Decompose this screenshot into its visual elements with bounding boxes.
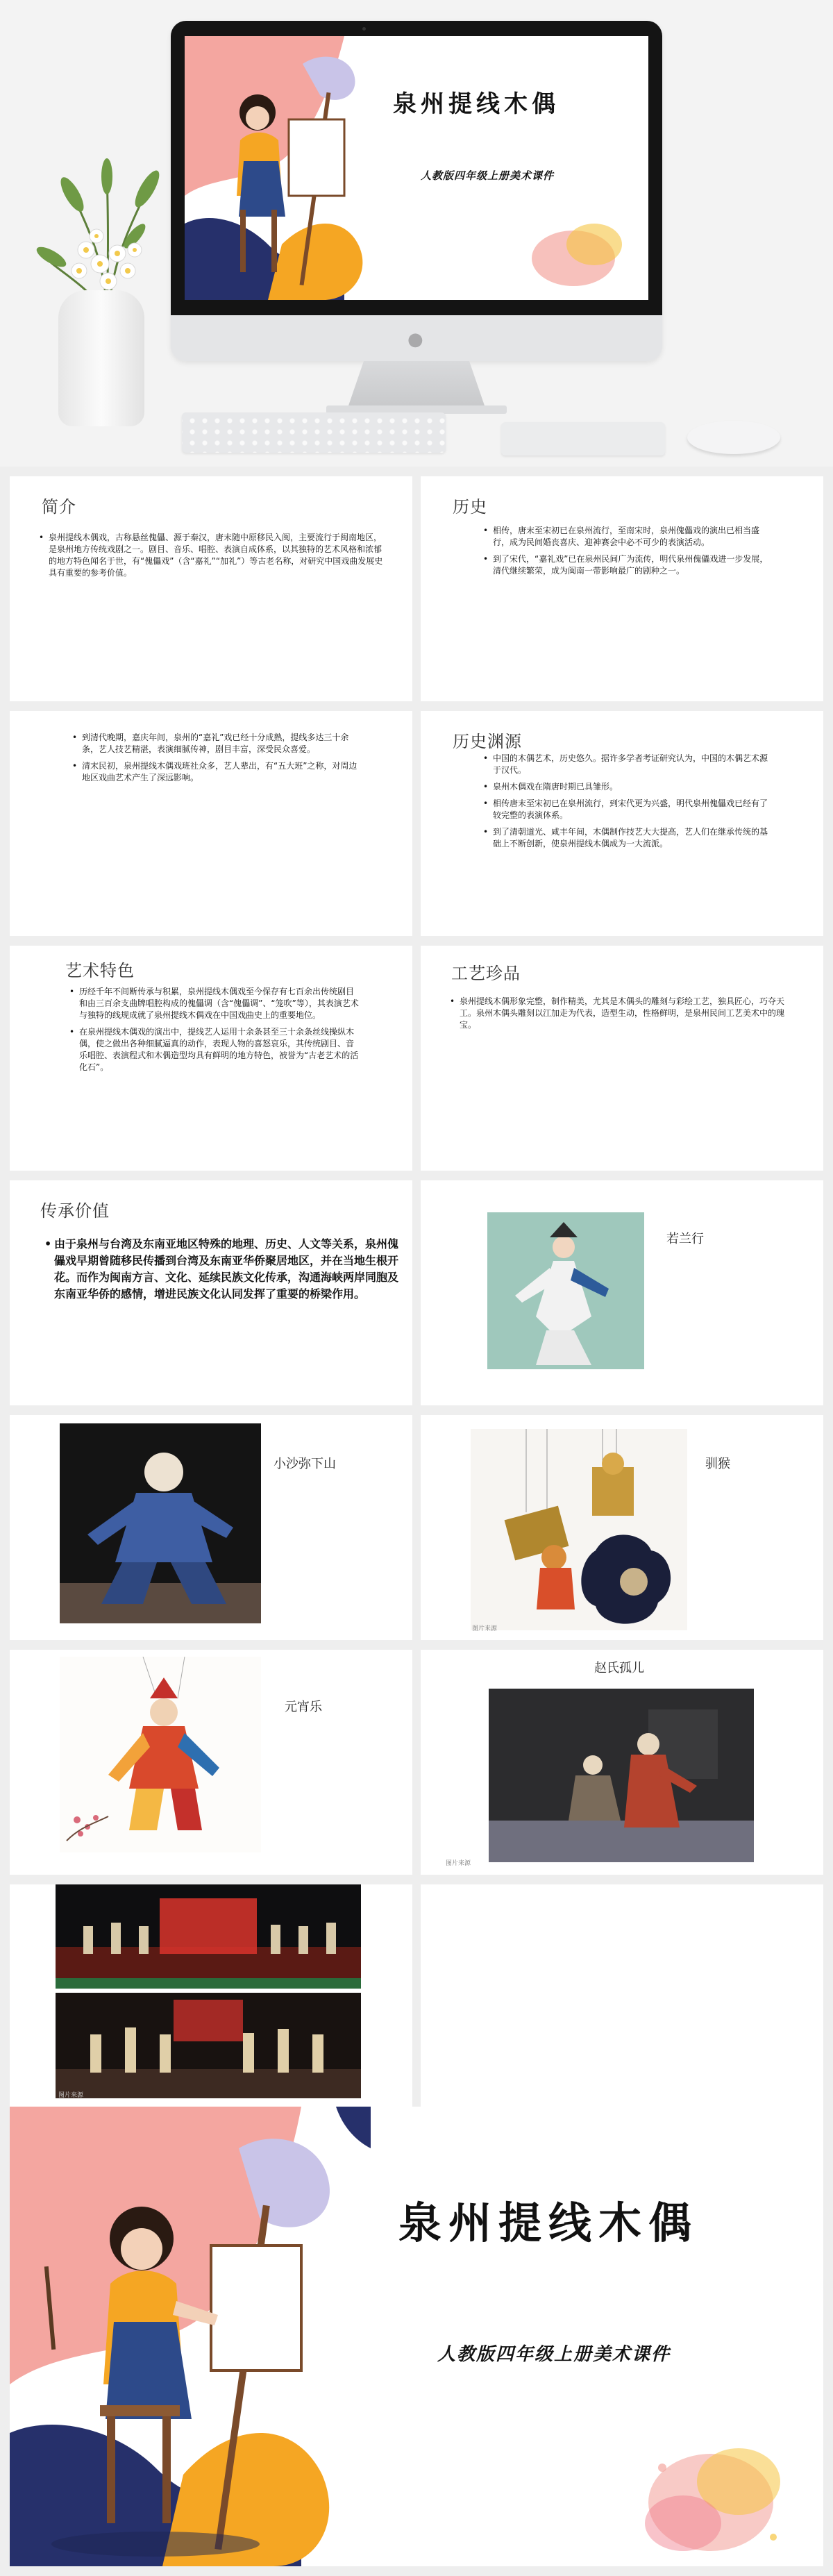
apple-logo-icon: ● (407, 329, 423, 350)
puppet-photo (60, 1657, 261, 1852)
photo-caption: 元宵乐 (285, 1700, 322, 1714)
bullet-item: • 泉州提线木偶形象完整，制作精美，尤其是木偶头的雕刻与彩绘工艺，独具匠心，巧夺天工。泉州木偶头雕刻以江加走为代表，造型生动，性格鲜明，是泉州民间工艺美术中的瑰宝。 (450, 996, 797, 1031)
trackpad (501, 422, 665, 455)
bullet-item: • 中国的木偶艺术，历史悠久。据许多学者考证研究认为，中国的木偶艺术源于汉代。 (483, 753, 775, 776)
slide-title: 简介 (42, 497, 76, 517)
slide-photo-3 (421, 1415, 823, 1640)
cover-illustration-mini (185, 36, 648, 300)
slide-treasures (421, 946, 823, 1171)
bullet-item: • 相传，唐末至宋初已在泉州流行，至南宋时，泉州傀儡戏的演出已相当盛行，成为民间婚丧喜庆、迎神赛会中必不可少的表演活动。 (483, 525, 775, 549)
monitor-stand (347, 361, 486, 410)
bullet-list (69, 986, 361, 1078)
slide-title: 工艺珍品 (451, 964, 521, 983)
slide-title: 历史渊源 (453, 732, 522, 751)
bullet-list (450, 996, 797, 1036)
hero-mockup (0, 0, 833, 467)
keyboard (182, 412, 446, 453)
bullet-item: • 到了清朝道光、咸丰年间，木偶制作技艺大大提高，艺人们在继承传统的基础上不断创新，使泉州提线木偶成为一大流派。 (483, 826, 775, 850)
photo-credit: 图片来源 (472, 1625, 498, 1632)
bullet-item: • 由于泉州与台湾及东南亚地区特殊的地理、历史、人文等关系，泉州傀儡戏早期曾随移民传播到台湾及东南亚华侨聚居地区，并在当地生根开花。而作为闽南方言、文化、延续民族文化传承，沟通海峡两岸同胞及东南亚华侨的感情，增进民族文化认同发挥了重要的桥梁作用。 (44, 1236, 398, 1303)
stage-photo-top (56, 1884, 361, 1989)
slide-photo-4 (10, 1650, 412, 1875)
bullet-item: • 清末民初，泉州提线木偶戏班社众多，艺人辈出，有“五大班”之称，对周边地区戏曲艺术产生了深远影响。 (72, 760, 364, 784)
bullet-item: • 在泉州提线木偶戏的演出中，提线艺人运用十余条甚至三十余条丝线操纵木偶，使之做出各种细腻逼真的动作，表现人物的喜怒哀乐，其传统剧目、音乐唱腔、表演程式和木偶造型均具有鲜明的地方特色，被誉为“古老艺术的活化石”。 (69, 1026, 361, 1073)
bullet-list (39, 532, 386, 584)
puppet-photo (487, 1212, 644, 1369)
puppet-photo (60, 1423, 261, 1623)
bullet-item: • 泉州提线木偶戏，古称悬丝傀儡、源于秦汉，唐末随中原移民入闽，主要流行于闽南地区，是泉州地方传统戏剧之一。剧目、音乐、唱腔、表演自成体系，以其独特的艺术风格和浓郁的地方特色闻名于世，有“傀儡戏”（含“嘉礼”“加礼”）等古老名称，对研究中国戏曲发展史具有重要的参考价值。 (39, 532, 386, 579)
slide-origins (421, 711, 823, 936)
slide-photo-5 (421, 1650, 823, 1875)
bullet-item: • 历经千年不间断传承与积累，泉州提线木偶戏至今保存有七百余出传统剧目和由三百余支曲牌唱腔构成的傀儡调（含“傀儡调”、“笼吹”等），其表演艺术与独特的线规成就了泉州提线木偶戏在中国戏曲史上的重要地位。 (69, 986, 361, 1021)
bullet-list (72, 732, 364, 789)
bullet-item: • 相传唐末至宋初已在泉州流行，到宋代更为兴盛，明代泉州傀儡戏已经有了较完整的表演体系。 (483, 798, 775, 821)
bullet-list (483, 753, 775, 855)
photo-caption: 小沙弥下山 (274, 1457, 336, 1471)
plant-decoration (31, 153, 183, 312)
bullet-list (44, 1236, 398, 1307)
photo-credit: 图片来源 (58, 2092, 84, 2099)
bullet-item: • 到了宋代，“嘉礼戏”已在泉州民间广为流传，明代泉州傀儡戏进一步发展，清代继续繁荣，成为闽南一带影响最广的剧种之一。 (483, 553, 775, 577)
puppet-photo (471, 1429, 687, 1630)
slide-title: 传承价值 (40, 1201, 110, 1221)
cover-title: 泉州提线木偶 (398, 2198, 699, 2248)
slide-cover (10, 2107, 823, 2566)
camera-dot (362, 27, 366, 31)
monitor-screen (185, 36, 648, 300)
imac-mockup (171, 21, 662, 361)
slide-blank (421, 1884, 823, 2109)
slide-photo-1 (421, 1180, 823, 1405)
stage-photo-bottom (56, 1993, 361, 2098)
slide-title: 历史 (453, 497, 487, 517)
cover-illustration (10, 2107, 371, 2566)
monitor-chin (171, 315, 662, 361)
photo-caption: 赵氏孤儿 (594, 1661, 644, 1675)
slide-photo-6 (10, 1884, 412, 2109)
slide-intro (10, 476, 412, 701)
watercolor-splash (634, 2426, 794, 2565)
hero-subtitle: 人教版四年级上册美术课件 (421, 169, 555, 182)
slide-title: 艺术特色 (65, 961, 135, 980)
bullet-item: • 到清代晚期，嘉庆年间，泉州的“嘉礼”戏已经十分成熟，提线多达三十余条，艺人技艺精湛，表演细腻传神，剧目丰富，深受民众喜爱。 (72, 732, 364, 755)
photo-credit: 图片来源 (446, 1860, 471, 1867)
puppet-photo (489, 1689, 754, 1862)
cover-subtitle: 人教版四年级上册美术课件 (437, 2344, 671, 2365)
mouse (687, 421, 780, 454)
slide-history-continued (10, 711, 412, 936)
slide-photo-2 (10, 1415, 412, 1640)
bullet-item: • 泉州木偶戏在隋唐时期已具雏形。 (483, 781, 775, 793)
slide-value (10, 1180, 412, 1405)
vase (58, 290, 144, 426)
photo-caption: 若兰行 (666, 1232, 704, 1246)
slide-history (421, 476, 823, 701)
bullet-list (483, 525, 775, 582)
hero-title: 泉州提线木偶 (393, 90, 559, 118)
photo-caption: 驯猴 (705, 1457, 730, 1471)
monitor-bezel (171, 21, 662, 315)
slide-features (10, 946, 412, 1171)
